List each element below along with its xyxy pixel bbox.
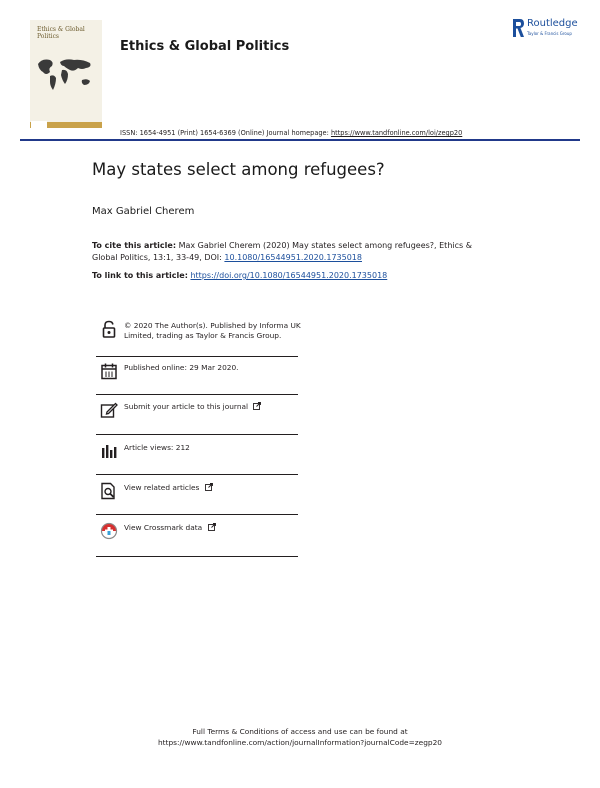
routledge-logo-icon[interactable]: [511, 18, 525, 38]
issn-text: ISSN: 1654-4951 (Print) 1654-6369 (Online) Journal homepage:: [120, 129, 329, 137]
info-divider: [96, 394, 298, 395]
submit-item[interactable]: [96, 401, 298, 434]
world-map-icon: [34, 54, 96, 94]
journal-title[interactable]: Ethics & Global Politics: [120, 39, 290, 54]
external-link-icon[interactable]: [208, 523, 216, 531]
header-divider: [20, 139, 580, 141]
cite-label: To cite this article:: [92, 241, 177, 250]
article-link[interactable]: https://doi.org/10.1080/16544951.2020.1735018: [190, 271, 388, 280]
article-author: Max Gabriel Cherem: [92, 206, 195, 217]
external-link-icon[interactable]: [253, 402, 261, 410]
crossmark-link[interactable]: View Crossmark data: [124, 523, 203, 532]
license-text: © 2020 The Author(s). Published by Informa UK Limited, trading as Taylor & Francis Group.: [124, 321, 301, 340]
article-title: May states select among refugees?: [92, 160, 385, 179]
info-divider: [96, 434, 298, 435]
related-articles-link[interactable]: View related articles: [124, 483, 200, 492]
external-link-icon[interactable]: [205, 483, 213, 491]
issn-line: [120, 129, 462, 137]
citation-block: [92, 240, 492, 263]
license-item: [96, 320, 301, 356]
info-divider: [96, 474, 298, 475]
footer-terms: Full Terms & Conditions of access and use can be found at: [192, 727, 408, 736]
info-divider: [96, 514, 298, 515]
bar-chart-icon: [100, 442, 118, 460]
doi-link[interactable]: 10.1080/16544951.2020.1735018: [224, 252, 362, 262]
published-item: [96, 362, 298, 394]
article-views: Article views: 212: [124, 443, 190, 452]
link-label: To link to this article:: [92, 271, 188, 280]
info-divider: [96, 556, 298, 557]
cite-text: Max Gabriel Cherem (2020) May states select among refugees?, Ethics & Global Politics, 13:1, 33-49, DOI:: [92, 241, 472, 262]
footer-terms-link[interactable]: https://www.tandfonline.com/action/journalInformation?journalCode=zegp20: [157, 738, 442, 747]
views-item: [96, 442, 298, 474]
crossmark-icon: [100, 522, 118, 540]
info-divider: [96, 356, 298, 357]
cover-publisher-logo: [31, 121, 47, 128]
calendar-icon: [100, 362, 118, 380]
edit-pencil-icon: [100, 401, 118, 419]
published-date: Published online: 29 Mar 2020.: [124, 363, 239, 372]
publisher-subtitle: Taylor & Francis Group: [527, 31, 572, 36]
publisher-name[interactable]: Routledge: [527, 18, 578, 29]
crossmark-item[interactable]: [96, 522, 298, 556]
related-item[interactable]: [96, 482, 298, 514]
footer: [0, 726, 600, 748]
cover-title: Ethics & Global Politics: [37, 26, 85, 40]
related-documents-icon: [100, 482, 118, 500]
link-line: [92, 271, 387, 280]
open-lock-icon: [100, 320, 118, 338]
submit-link[interactable]: Submit your article to this journal: [124, 402, 249, 411]
journal-homepage-link[interactable]: https://www.tandfonline.com/loi/zegp20: [330, 129, 463, 137]
